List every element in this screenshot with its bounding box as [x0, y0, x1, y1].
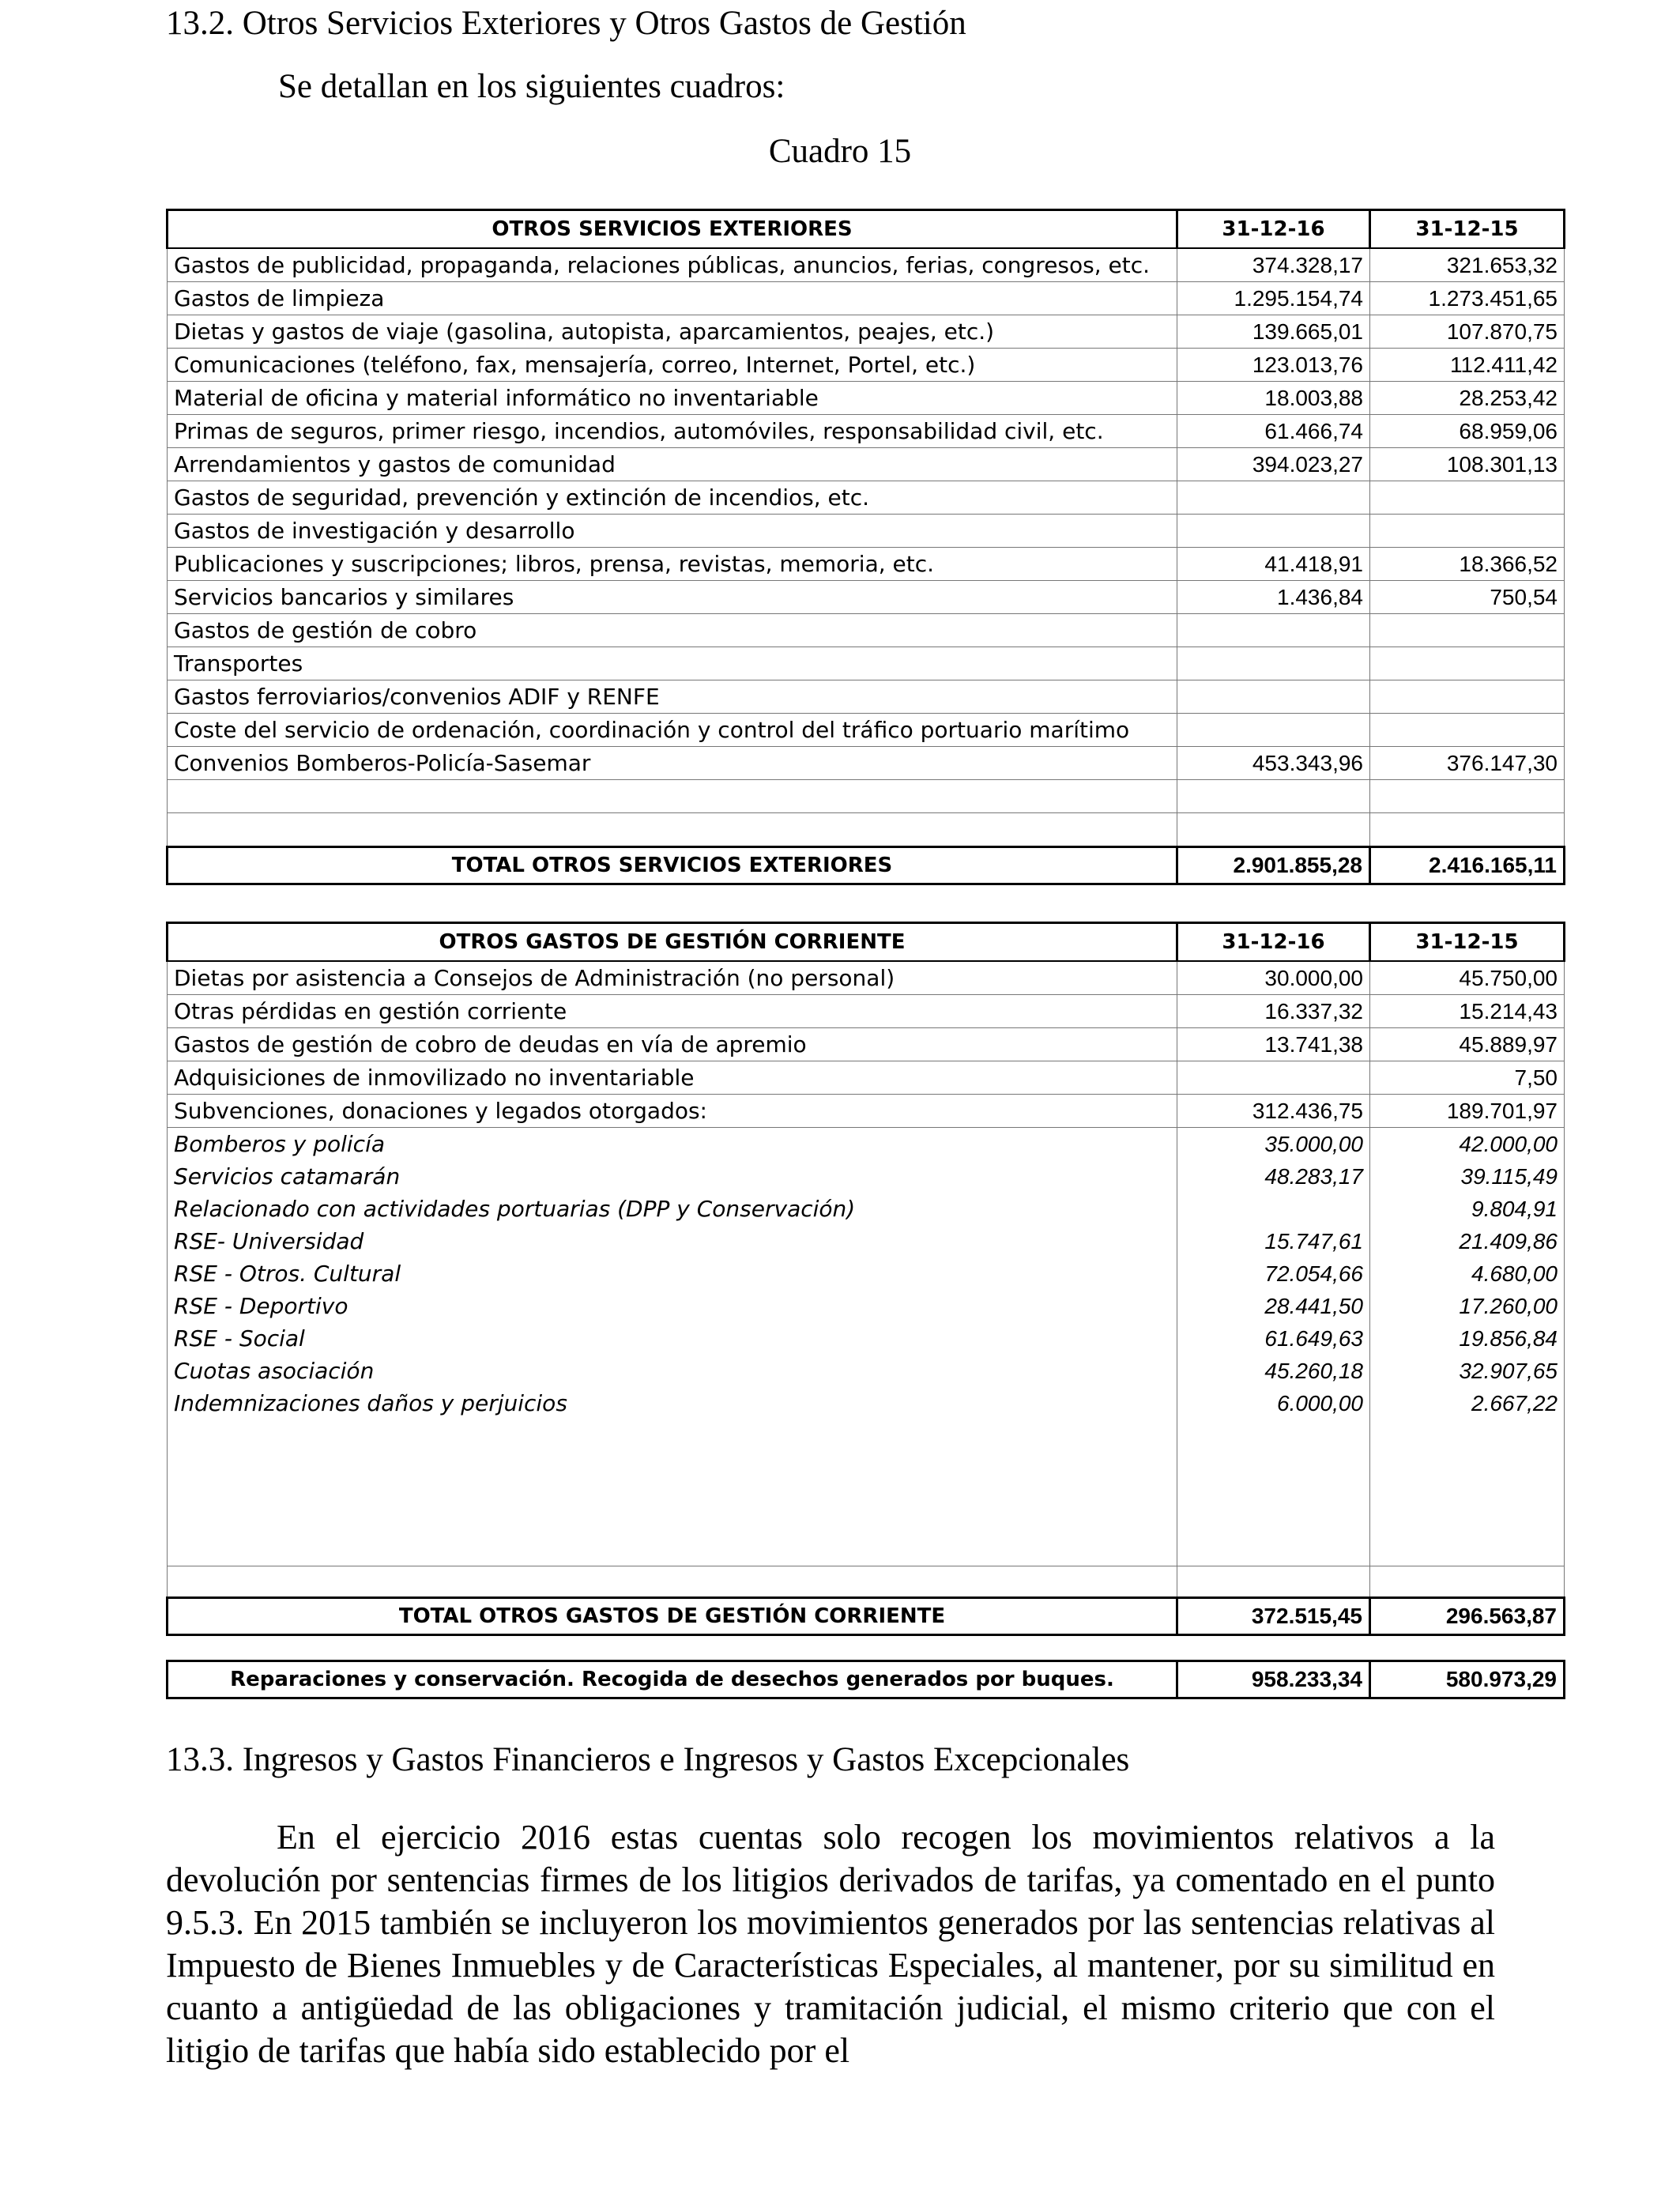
table-row [168, 647, 1565, 680]
cell-label: Adquisiciones de inmovilizado no inventariable [168, 1061, 1177, 1095]
table-row [168, 1095, 1565, 1128]
cell-2016: 2.901.855,28 [1177, 847, 1370, 884]
cell-2015: 39.115,49 [1370, 1160, 1565, 1193]
table-row [168, 614, 1565, 647]
cell-label: Gastos de investigación y desarrollo [168, 515, 1177, 548]
empty-cell [1370, 813, 1565, 847]
cell-2015 [1370, 614, 1565, 647]
cell-2015: 4.680,00 [1370, 1257, 1565, 1290]
total-row [168, 1598, 1565, 1635]
cell-2015: 15.214,43 [1370, 995, 1565, 1028]
sub-row [168, 1225, 1565, 1257]
cell-label: Gastos ferroviarios/convenios ADIF y RENFE [168, 680, 1177, 714]
cell-2015 [1370, 481, 1565, 515]
cell-2015: 108.301,13 [1370, 448, 1565, 481]
table-row [168, 581, 1565, 614]
table-row [168, 248, 1565, 282]
cell-2016: 1.436,84 [1177, 581, 1370, 614]
cell-label: RSE- Universidad [168, 1225, 1177, 1257]
table-caption: Cuadro 15 [768, 133, 912, 170]
empty-cell [168, 1566, 1177, 1598]
cell-2015: 28.253,42 [1370, 382, 1565, 415]
table-row [168, 349, 1565, 382]
cell-label: RSE - Deportivo [168, 1290, 1177, 1322]
table-row [168, 315, 1565, 349]
cell-2015: 296.563,87 [1370, 1598, 1565, 1635]
empty-cell [1177, 780, 1370, 813]
table-row [168, 961, 1565, 995]
cell-2016: 48.283,17 [1177, 1160, 1370, 1193]
table-row [168, 515, 1565, 548]
cell-label: RSE - Otros. Cultural [168, 1257, 1177, 1290]
cell-2016: 15.747,61 [1177, 1225, 1370, 1257]
cell-label: Coste del servicio de ordenación, coordinación y control del tráfico portuario marítimo [168, 714, 1177, 747]
cell-2015: 2.667,22 [1370, 1387, 1565, 1419]
empty-cell [1370, 1419, 1565, 1566]
cell-2015: 68.959,06 [1370, 415, 1565, 448]
cell-2015: 750,54 [1370, 581, 1565, 614]
table-row [168, 448, 1565, 481]
cell-2016: 453.343,96 [1177, 747, 1370, 780]
cell-2016: 61.466,74 [1177, 415, 1370, 448]
table-row [168, 481, 1565, 515]
cell-2016: 374.328,17 [1177, 248, 1370, 282]
otros-gastos-gestion-table [166, 922, 1565, 1699]
cell-2015: 42.000,00 [1370, 1128, 1565, 1161]
cell-label: Dietas y gastos de viaje (gasolina, autopista, aparcamientos, peajes, etc.) [168, 315, 1177, 349]
table-row [168, 780, 1565, 813]
cell-2016: 30.000,00 [1177, 961, 1370, 995]
cell-2015 [1370, 515, 1565, 548]
cell-label: Publicaciones y suscripciones; libros, prensa, revistas, memoria, etc. [168, 548, 1177, 581]
cell-2016: 18.003,88 [1177, 382, 1370, 415]
table-row [168, 813, 1565, 847]
cell-2016 [1177, 714, 1370, 747]
table-row [168, 1061, 1565, 1095]
cell-2015: 107.870,75 [1370, 315, 1565, 349]
table-row [168, 714, 1565, 747]
section-heading-13-3: 13.3. Ingresos y Gastos Financieros e Ingresos y Gastos Excepcionales [166, 1741, 1130, 1778]
table-row [168, 995, 1565, 1028]
cell-label: Servicios catamarán [168, 1160, 1177, 1193]
cell-2016 [1177, 647, 1370, 680]
cell-2015: 21.409,86 [1370, 1225, 1565, 1257]
cell-label: Convenios Bomberos-Policía-Sasemar [168, 747, 1177, 780]
cell-label: Gastos de seguridad, prevención y extinción de incendios, etc. [168, 481, 1177, 515]
table-row [168, 382, 1565, 415]
cell-label: TOTAL OTROS GASTOS DE GESTIÓN CORRIENTE [168, 1598, 1177, 1635]
cell-label: Servicios bancarios y similares [168, 581, 1177, 614]
cell-2015 [1370, 714, 1565, 747]
cell-2015 [1370, 680, 1565, 714]
empty-cell [1370, 780, 1565, 813]
cell-2015 [1370, 647, 1565, 680]
table-row [168, 1566, 1565, 1598]
header-2016: 31-12-16 [1177, 923, 1370, 962]
table-row [168, 747, 1565, 780]
table-gap [168, 1635, 1565, 1661]
cell-label: Primas de seguros, primer riesgo, incendios, automóviles, responsabilidad civil, etc. [168, 415, 1177, 448]
cell-2016 [1177, 680, 1370, 714]
cell-label: Indemnizaciones daños y perjuicios [168, 1387, 1177, 1419]
cell-label: Otras pérdidas en gestión corriente [168, 995, 1177, 1028]
table-row [168, 415, 1565, 448]
cell-2016: 394.023,27 [1177, 448, 1370, 481]
cell-2015: 18.366,52 [1370, 548, 1565, 581]
cell-label: Cuotas asociación [168, 1355, 1177, 1387]
cell-label: Bomberos y policía [168, 1128, 1177, 1161]
cell-2015: 45.889,97 [1370, 1028, 1565, 1061]
sub-row [168, 1387, 1565, 1419]
header-concept: OTROS SERVICIOS EXTERIORES [168, 210, 1177, 249]
sub-row [168, 1128, 1565, 1161]
cell-2016: 72.054,66 [1177, 1257, 1370, 1290]
cell-2016: 16.337,32 [1177, 995, 1370, 1028]
total-row [168, 847, 1565, 884]
header-2016: 31-12-16 [1177, 210, 1370, 249]
section-heading-13-2: 13.2. Otros Servicios Exteriores y Otros Gastos de Gestión [166, 5, 966, 42]
cell-2015: 9.804,91 [1370, 1193, 1565, 1225]
table-header-row [168, 923, 1565, 962]
cell-2016: 41.418,91 [1177, 548, 1370, 581]
empty-cell [168, 780, 1177, 813]
cell-2015: 32.907,65 [1370, 1355, 1565, 1387]
empty-cell [1177, 1566, 1370, 1598]
empty-cell [1177, 813, 1370, 847]
cell-label: Gastos de gestión de cobro de deudas en vía de apremio [168, 1028, 1177, 1061]
header-concept: OTROS GASTOS DE GESTIÓN CORRIENTE [168, 923, 1177, 962]
cell-2016: 13.741,38 [1177, 1028, 1370, 1061]
sub-row [168, 1257, 1565, 1290]
cell-2015: 580.973,29 [1370, 1661, 1565, 1698]
header-2015: 31-12-15 [1370, 210, 1565, 249]
cell-label: Relacionado con actividades portuarias (DPP y Conservación) [168, 1193, 1177, 1225]
table-row [168, 1419, 1565, 1566]
cell-2015: 189.701,97 [1370, 1095, 1565, 1128]
empty-cell [1370, 1566, 1565, 1598]
cell-2015: 112.411,42 [1370, 349, 1565, 382]
cell-2016 [1177, 614, 1370, 647]
otros-servicios-exteriores-table [166, 209, 1565, 885]
cell-2016: 45.260,18 [1177, 1355, 1370, 1387]
table-header-row [168, 210, 1565, 249]
cell-label: Transportes [168, 647, 1177, 680]
body-paragraph: En el ejercicio 2016 estas cuentas solo recogen los movimientos relativos a la devolución por sentencias firmes de los litigios derivados de tarifas, ya comentado en el punto 9.5.3. En 2015 también se incluyeron los movimientos generados por las sentencias relativas al Impuesto de Bienes Inmuebles y de Características Especiales, al mantener, por su similitud en cuanto a antigüedad de las obligaciones y tramitación judicial, el mismo criterio que con el litigio de tarifas que había sido establecido por el [166, 1818, 1495, 2070]
empty-cell [1177, 1419, 1370, 1566]
table-row [168, 548, 1565, 581]
cell-2016: 61.649,63 [1177, 1322, 1370, 1355]
cell-label: Dietas por asistencia a Consejos de Administración (no personal) [168, 961, 1177, 995]
cell-2015: 1.273.451,65 [1370, 282, 1565, 315]
cell-label: Comunicaciones (teléfono, fax, mensajería, correo, Internet, Portel, etc.) [168, 349, 1177, 382]
cell-2016: 6.000,00 [1177, 1387, 1370, 1419]
empty-cell [168, 1419, 1177, 1566]
cell-2016: 28.441,50 [1177, 1290, 1370, 1322]
cell-2015: 45.750,00 [1370, 961, 1565, 995]
cell-label: Material de oficina y material informático no inventariable [168, 382, 1177, 415]
cell-2015: 376.147,30 [1370, 747, 1565, 780]
cell-2016: 139.665,01 [1177, 315, 1370, 349]
empty-cell [168, 813, 1177, 847]
cell-2016 [1177, 481, 1370, 515]
cell-2016 [1177, 515, 1370, 548]
cell-2016: 312.436,75 [1177, 1095, 1370, 1128]
cell-2015: 321.653,32 [1370, 248, 1565, 282]
cell-2016: 372.515,45 [1177, 1598, 1370, 1635]
intro-text: Se detallan en los siguientes cuadros: [278, 68, 785, 105]
table-row [168, 282, 1565, 315]
cell-2015: 7,50 [1370, 1061, 1565, 1095]
table-row [168, 680, 1565, 714]
cell-label: Gastos de publicidad, propaganda, relaciones públicas, anuncios, ferias, congresos, etc. [168, 248, 1177, 282]
gap-cell [168, 1635, 1565, 1661]
sub-row [168, 1160, 1565, 1193]
cell-label: Gastos de gestión de cobro [168, 614, 1177, 647]
cell-2016 [1177, 1193, 1370, 1225]
cell-2016: 1.295.154,74 [1177, 282, 1370, 315]
cell-label: Arrendamientos y gastos de comunidad [168, 448, 1177, 481]
header-2015: 31-12-15 [1370, 923, 1565, 962]
reparaciones-row [168, 1661, 1565, 1698]
cell-label: TOTAL OTROS SERVICIOS EXTERIORES [168, 847, 1177, 884]
cell-2016: 35.000,00 [1177, 1128, 1370, 1161]
cell-2016 [1177, 1061, 1370, 1095]
sub-row [168, 1355, 1565, 1387]
sub-row [168, 1290, 1565, 1322]
cell-label: RSE - Social [168, 1322, 1177, 1355]
cell-label: Reparaciones y conservación. Recogida de desechos generados por buques. [168, 1661, 1177, 1698]
cell-2015: 17.260,00 [1370, 1290, 1565, 1322]
cell-2016: 123.013,76 [1177, 349, 1370, 382]
cell-2015: 19.856,84 [1370, 1322, 1565, 1355]
cell-label: Subvenciones, donaciones y legados otorgados: [168, 1095, 1177, 1128]
table-row [168, 1028, 1565, 1061]
sub-row [168, 1193, 1565, 1225]
cell-2016: 958.233,34 [1177, 1661, 1370, 1698]
cell-2015: 2.416.165,11 [1370, 847, 1565, 884]
sub-row [168, 1322, 1565, 1355]
cell-label: Gastos de limpieza [168, 282, 1177, 315]
